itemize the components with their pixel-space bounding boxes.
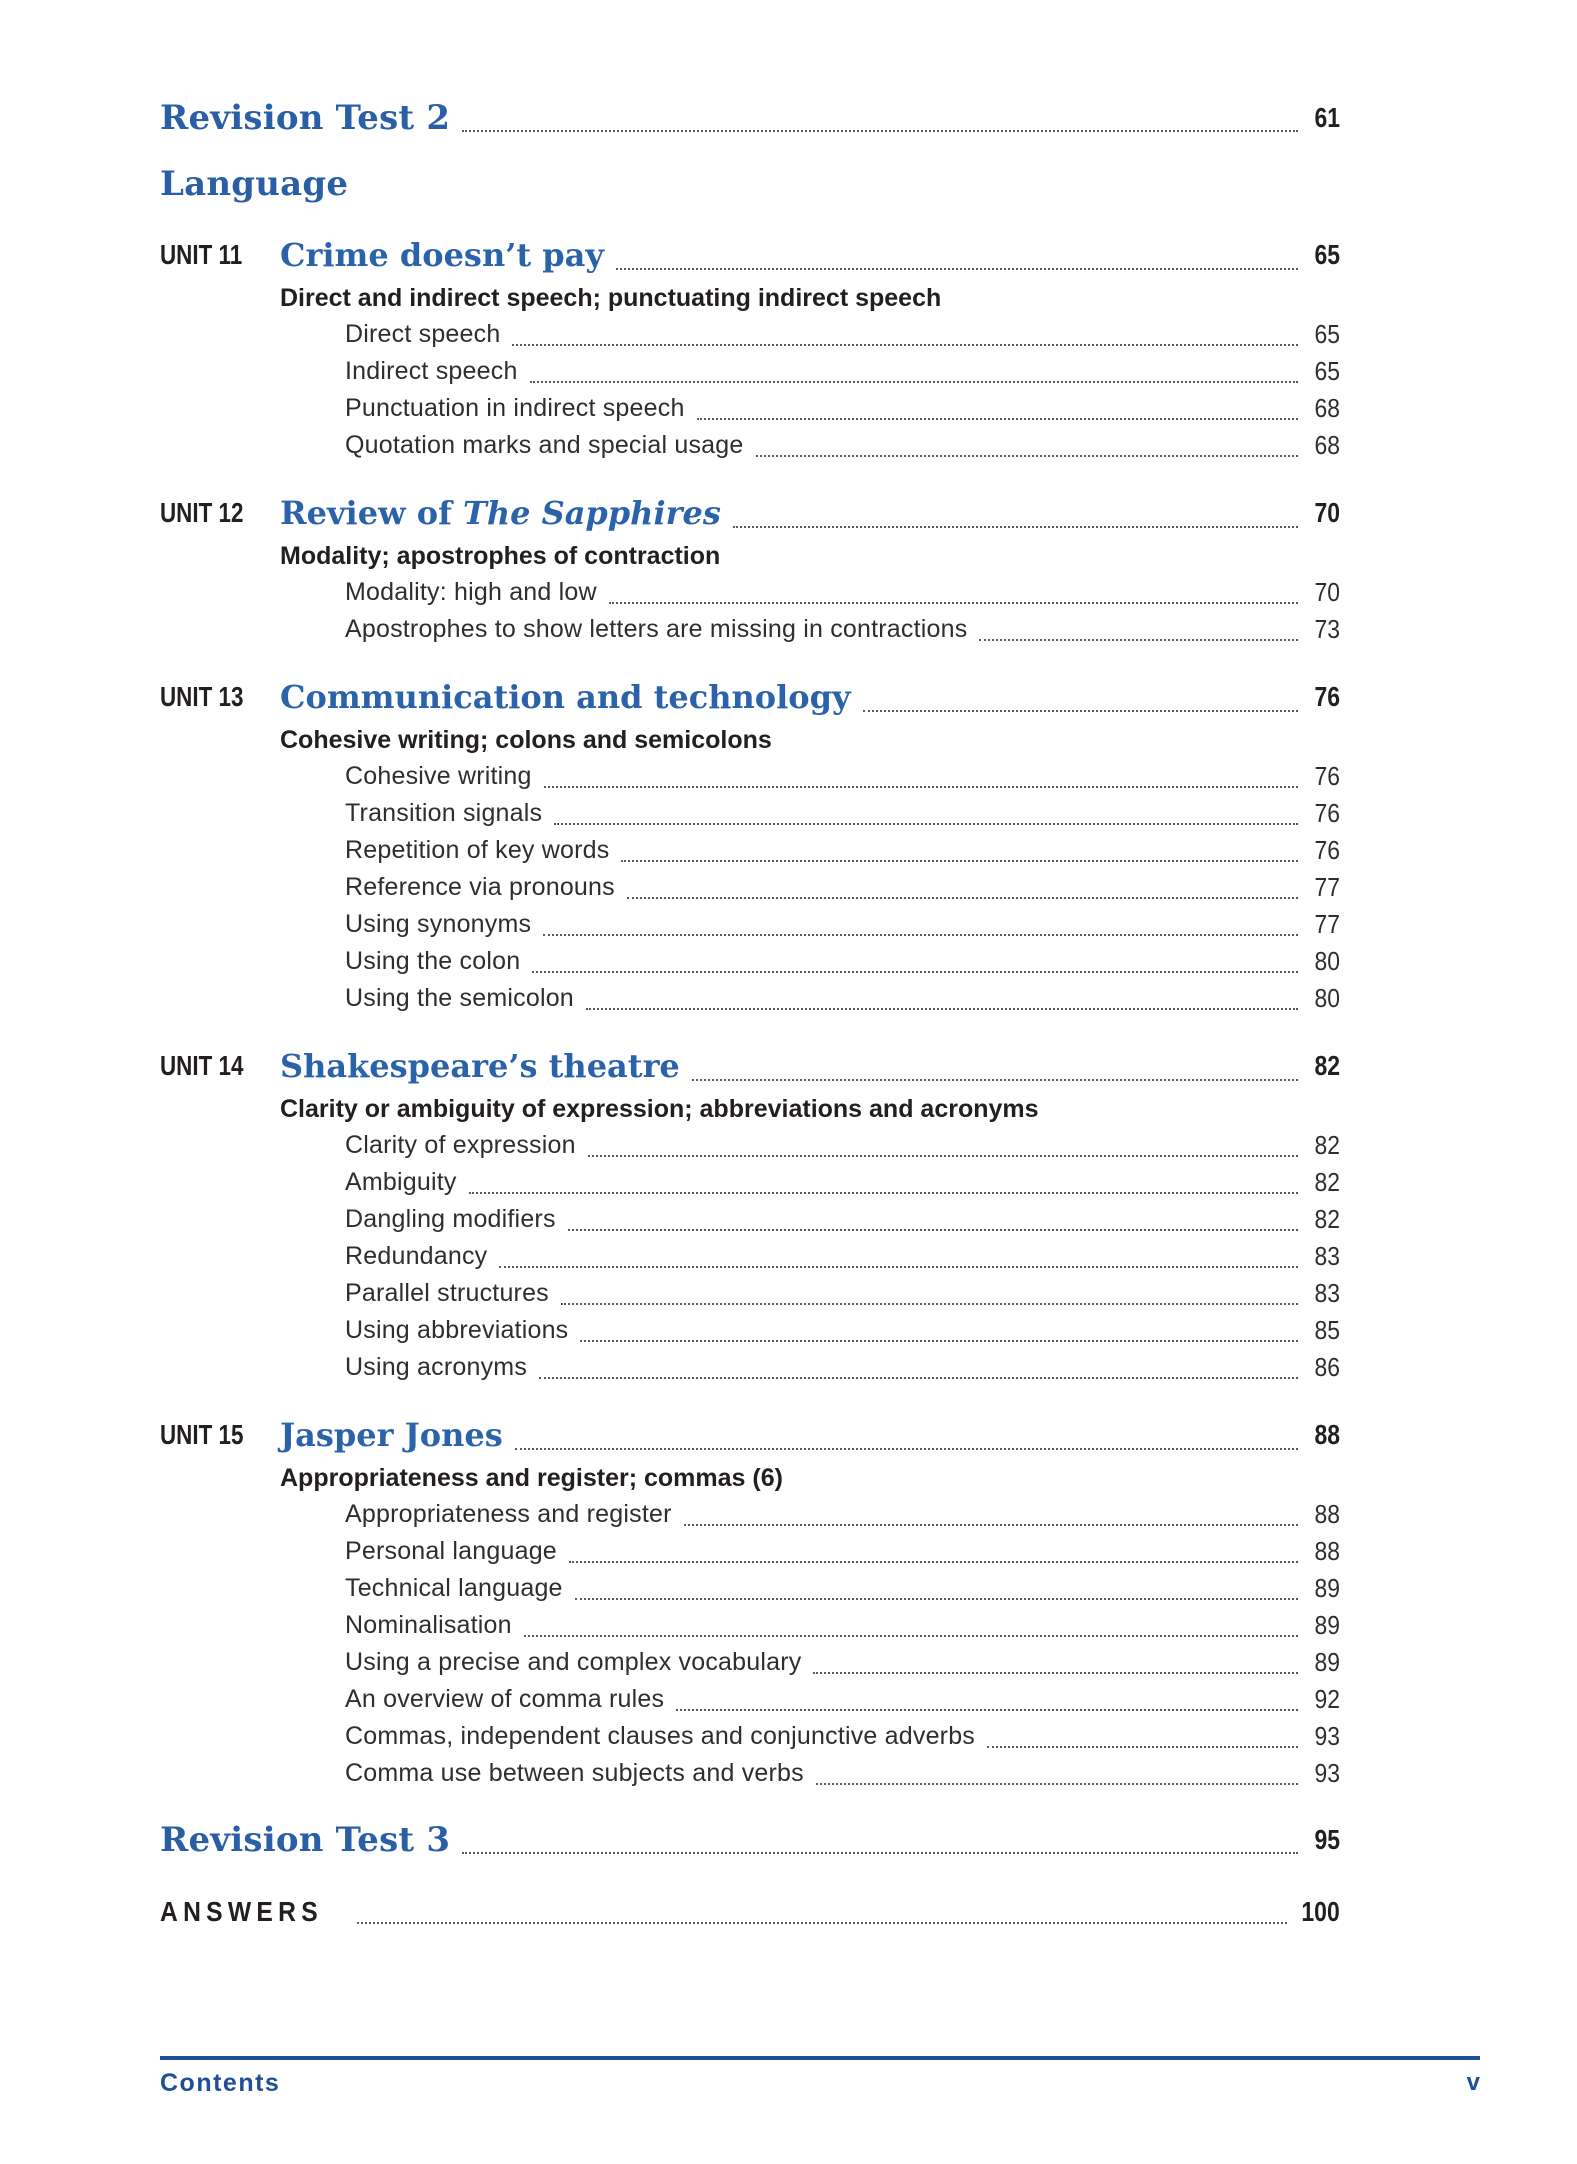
unit-block <box>160 490 1340 648</box>
unit-subtitle: Direct and indirect speech; punctuating indirect speech <box>280 284 942 312</box>
page-number: 95 <box>1314 1824 1340 1855</box>
toc-item-row <box>345 943 1340 980</box>
dot-leader <box>627 897 1298 899</box>
toc-item-row <box>345 1681 1340 1718</box>
page-number: 80 <box>1314 946 1340 976</box>
footer-section-label: Contents <box>160 2069 281 2097</box>
unit-block <box>160 1043 1340 1386</box>
unit-number: UNIT 13 <box>160 681 244 712</box>
toc-item-row <box>345 316 1340 353</box>
page-number: 76 <box>1314 798 1340 828</box>
toc-item-row <box>345 1644 1340 1681</box>
toc-item-label: Repetition of key words <box>345 836 610 864</box>
unit-title-row <box>160 1043 1340 1089</box>
dot-leader <box>588 1155 1298 1157</box>
dot-leader <box>539 1377 1298 1379</box>
dot-leader <box>609 602 1298 604</box>
revision-title: Revision Test 3 <box>160 1820 451 1860</box>
dot-leader <box>586 1008 1298 1010</box>
page-number: 65 <box>1314 319 1340 349</box>
toc-item-label: Transition signals <box>345 799 543 827</box>
page-number: 83 <box>1314 1278 1340 1308</box>
unit-number: UNIT 14 <box>160 1050 244 1081</box>
toc-item-label: Direct speech <box>345 320 501 348</box>
dot-leader <box>863 710 1298 712</box>
page-number: 88 <box>1314 1499 1340 1529</box>
toc-item-label: Using the semicolon <box>345 984 574 1012</box>
page-number: 93 <box>1314 1758 1340 1788</box>
dot-leader <box>813 1672 1298 1674</box>
dot-leader <box>616 268 1298 270</box>
toc-item-label: Comma use between subjects and verbs <box>345 1759 804 1787</box>
dot-leader <box>544 786 1298 788</box>
toc-item-label: Using abbreviations <box>345 1316 569 1344</box>
unit-block <box>160 1412 1340 1792</box>
page-number: 65 <box>1314 356 1340 386</box>
page-number: 82 <box>1314 1050 1340 1081</box>
revision-row <box>160 96 1340 140</box>
dot-leader <box>692 1079 1298 1081</box>
revision-title: Revision Test 2 <box>160 98 451 138</box>
unit-block <box>160 232 1340 464</box>
dot-leader <box>543 934 1298 936</box>
toc-item-row <box>345 1164 1340 1201</box>
answers-title: ANSWERS <box>160 1896 323 1927</box>
toc-item-label: Personal language <box>345 1537 557 1565</box>
toc-item-row <box>345 1201 1340 1238</box>
toc-item-row <box>345 869 1340 906</box>
toc-item-label: Using the colon <box>345 947 521 975</box>
toc-item-row <box>345 795 1340 832</box>
unit-title-text: Communication and technology <box>280 678 851 716</box>
page-number: 76 <box>1314 835 1340 865</box>
dot-leader <box>512 344 1298 346</box>
table-of-contents <box>160 96 1340 1932</box>
page-number: 73 <box>1314 614 1340 644</box>
dot-leader <box>756 455 1299 457</box>
toc-item-row <box>345 1533 1340 1570</box>
answers-row <box>160 1892 1340 1932</box>
unit-title-text: Crime doesn’t pay <box>280 236 604 274</box>
unit-number: UNIT 15 <box>160 1419 244 1450</box>
dot-leader <box>524 1635 1298 1637</box>
page-number: 80 <box>1314 983 1340 1013</box>
page-number: 100 <box>1301 1896 1340 1927</box>
toc-item-label: Punctuation in indirect speech <box>345 394 685 422</box>
page-footer <box>160 2056 1480 2098</box>
toc-item-row <box>345 1312 1340 1349</box>
toc-item-row <box>345 1755 1340 1792</box>
toc-item-row <box>345 1127 1340 1164</box>
page-number: 85 <box>1314 1315 1340 1345</box>
dot-leader <box>554 823 1298 825</box>
page-number: 88 <box>1314 1419 1340 1450</box>
toc-item-label: Cohesive writing <box>345 762 532 790</box>
toc-item-label: Commas, independent clauses and conjunctive adverbs <box>345 1722 976 1750</box>
page-number: 70 <box>1314 497 1340 528</box>
toc-item-row <box>345 427 1340 464</box>
page-number: 93 <box>1314 1721 1340 1751</box>
unit-title-row <box>160 490 1340 536</box>
dot-leader <box>979 639 1298 641</box>
unit-number: UNIT 12 <box>160 497 244 528</box>
toc-item-row <box>345 390 1340 427</box>
dot-leader <box>621 860 1298 862</box>
dot-leader <box>816 1783 1298 1785</box>
toc-item-row <box>345 832 1340 869</box>
toc-item-label: Nominalisation <box>345 1611 512 1639</box>
dot-leader <box>569 1561 1298 1563</box>
dot-leader <box>532 971 1298 973</box>
section-heading-row <box>160 162 1340 206</box>
dot-leader <box>575 1598 1298 1600</box>
page-number: 70 <box>1314 577 1340 607</box>
unit-block <box>160 674 1340 1017</box>
dot-leader <box>568 1229 1298 1231</box>
toc-item-row <box>345 1570 1340 1607</box>
toc-item-row <box>345 1607 1340 1644</box>
dot-leader <box>530 381 1298 383</box>
page-number: 92 <box>1314 1684 1340 1714</box>
unit-title <box>280 1043 680 1089</box>
toc-item-label: Dangling modifiers <box>345 1205 556 1233</box>
toc-item-row <box>345 906 1340 943</box>
toc-item-label: Redundancy <box>345 1242 488 1270</box>
toc-item-label: Using synonyms <box>345 910 532 938</box>
page-number: 65 <box>1314 239 1340 270</box>
page-number: 89 <box>1314 1647 1340 1677</box>
toc-item-label: Ambiguity <box>345 1168 457 1196</box>
unit-title-italic-text: The Sapphires <box>463 494 721 532</box>
toc-item-label: Apostrophes to show letters are missing in contractions <box>345 615 968 643</box>
unit-title <box>280 490 721 536</box>
dot-leader <box>469 1192 1298 1194</box>
unit-subtitle: Appropriateness and register; commas (6) <box>280 1464 783 1492</box>
toc-item-row <box>345 1238 1340 1275</box>
toc-item-row <box>345 758 1340 795</box>
toc-item-label: Using a precise and complex vocabulary <box>345 1648 802 1676</box>
dot-leader <box>357 1922 1287 1924</box>
unit-number: UNIT 11 <box>160 239 243 270</box>
toc-item-row <box>345 353 1340 390</box>
dot-leader <box>462 1852 1298 1854</box>
dot-leader <box>561 1303 1298 1305</box>
page-number: 89 <box>1314 1610 1340 1640</box>
toc-item-row <box>345 1349 1340 1386</box>
unit-subtitle: Modality; apostrophes of contraction <box>280 542 721 570</box>
unit-title <box>280 232 604 278</box>
unit-subtitle: Cohesive writing; colons and semicolons <box>280 726 772 754</box>
page-number: 61 <box>1314 102 1340 133</box>
page-number: 82 <box>1314 1130 1340 1160</box>
toc-item-label: Technical language <box>345 1574 563 1602</box>
toc-item-row <box>345 1496 1340 1533</box>
page-number: 88 <box>1314 1536 1340 1566</box>
revision-row <box>160 1818 1340 1862</box>
toc-item-label: Clarity of expression <box>345 1131 576 1159</box>
dot-leader <box>697 418 1298 420</box>
unit-title-row <box>160 1412 1340 1458</box>
unit-title-row <box>160 232 1340 278</box>
dot-leader <box>733 526 1298 528</box>
toc-item-row <box>345 1275 1340 1312</box>
page-number: 77 <box>1314 872 1340 902</box>
unit-title-text: Review of <box>280 494 463 532</box>
section-title: Language <box>160 164 349 204</box>
dot-leader <box>676 1709 1298 1711</box>
toc-item-row <box>345 980 1340 1017</box>
dot-leader <box>684 1524 1298 1526</box>
page-number: 89 <box>1314 1573 1340 1603</box>
toc-item-label: Modality: high and low <box>345 578 597 606</box>
unit-subtitle: Clarity or ambiguity of expression; abbreviations and acronyms <box>280 1095 1039 1123</box>
page-number: 82 <box>1314 1204 1340 1234</box>
toc-item-label: Quotation marks and special usage <box>345 431 744 459</box>
page-number: 86 <box>1314 1352 1340 1382</box>
dot-leader <box>580 1340 1298 1342</box>
footer-page-number: v <box>1466 2069 1480 2096</box>
page-number: 68 <box>1314 430 1340 460</box>
toc-item-label: Reference via pronouns <box>345 873 615 901</box>
toc-item-label: Using acronyms <box>345 1353 528 1381</box>
toc-item-label: Indirect speech <box>345 357 518 385</box>
unit-title-text: Jasper Jones <box>280 1416 503 1454</box>
toc-item-row <box>345 574 1340 611</box>
unit-title-row <box>160 674 1340 720</box>
page-number: 82 <box>1314 1167 1340 1197</box>
toc-item-label: Appropriateness and register <box>345 1500 672 1528</box>
toc-item-label: An overview of comma rules <box>345 1685 665 1713</box>
unit-title <box>280 674 851 720</box>
dot-leader <box>462 130 1298 132</box>
toc-item-row <box>345 611 1340 648</box>
dot-leader <box>499 1266 1298 1268</box>
toc-item-label: Parallel structures <box>345 1279 549 1307</box>
unit-title-text: Shakespeare’s theatre <box>280 1047 680 1085</box>
page-number: 77 <box>1314 909 1340 939</box>
page-number: 76 <box>1314 761 1340 791</box>
toc-item-row <box>345 1718 1340 1755</box>
page-number: 83 <box>1314 1241 1340 1271</box>
unit-title <box>280 1412 503 1458</box>
page-number: 68 <box>1314 393 1340 423</box>
dot-leader <box>987 1746 1298 1748</box>
dot-leader <box>515 1448 1298 1450</box>
page-number: 76 <box>1314 681 1340 712</box>
